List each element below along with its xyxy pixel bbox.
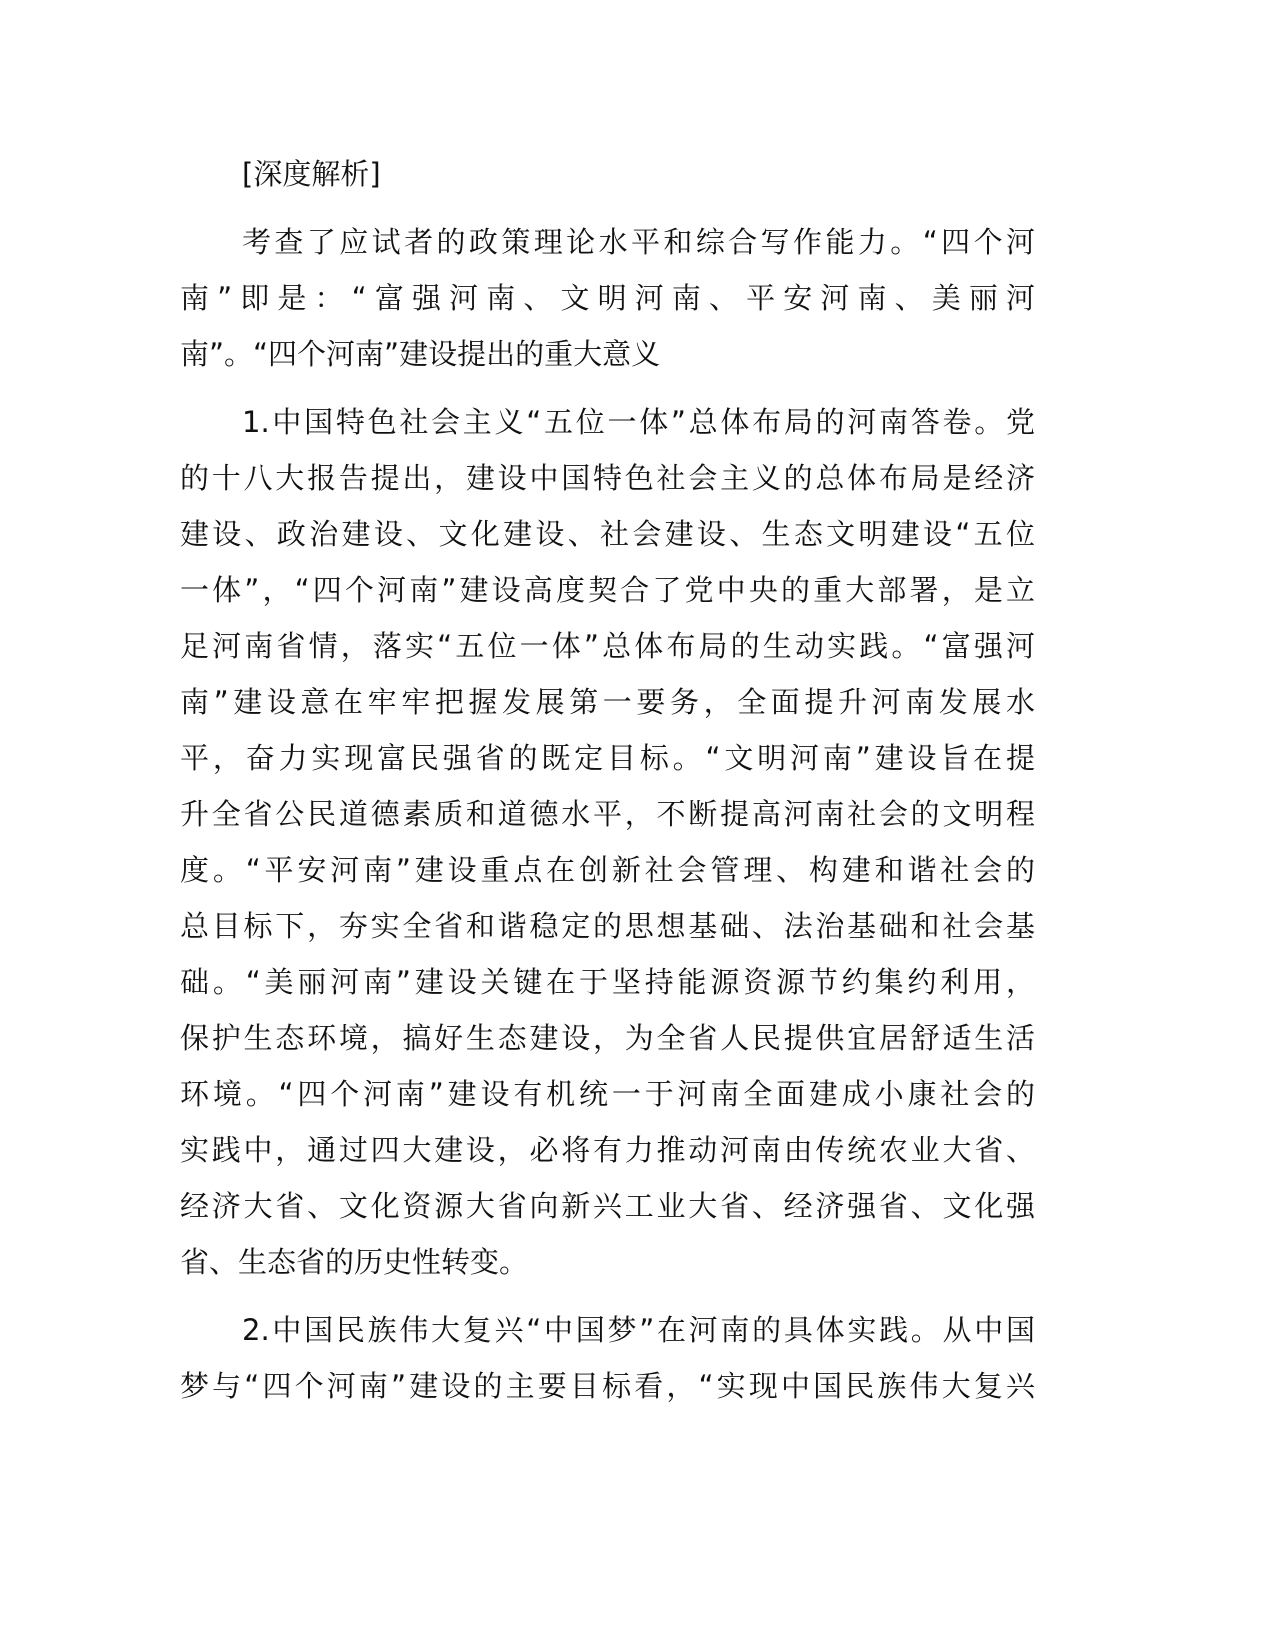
paragraph-line: 南”建设意在牢牢把握发展第一要务，全面提升河南发展水 <box>180 685 1035 719</box>
paragraph-line: 梦与“四个河南”建设的主要目标看，“实现中国民族伟大复兴 <box>180 1369 1035 1403</box>
paragraph-line: 考查了应试者的政策理论水平和综合写作能力。“四个河 <box>242 225 1035 259</box>
paragraph-line: 度。“平安河南”建设重点在创新社会管理、构建和谐社会的 <box>180 853 1035 887</box>
paragraph-line: 保护生态环境，搞好生态建设，为全省人民提供宜居舒适生活 <box>180 1021 1035 1055</box>
paragraph-line: 省、生态省的历史性转变。 <box>180 1245 529 1279</box>
paragraph-3 <box>180 1302 1035 1414</box>
section-heading: [深度解析] <box>242 157 381 191</box>
document-page <box>180 146 1035 1426</box>
paragraph-line: 南”即是：“富强河南、文明河南、平安河南、美丽河 <box>180 281 1035 315</box>
paragraph-line: 总目标下，夯实全省和谐稳定的思想基础、法治基础和社会基 <box>180 909 1035 943</box>
paragraph-line: 升全省公民道德素质和道德水平，不断提高河南社会的文明程 <box>180 797 1035 831</box>
paragraph-line: 经济大省、文化资源大省向新兴工业大省、经济强省、文化强 <box>180 1189 1035 1223</box>
paragraph-line: 足河南省情，落实“五位一体”总体布局的生动实践。“富强河 <box>180 629 1035 663</box>
paragraph-line: 础。“美丽河南”建设关键在于坚持能源资源节约集约利用， <box>180 965 1035 999</box>
paragraph-line: 南”。“四个河南”建设提出的重大意义 <box>180 337 661 371</box>
paragraph-line: 1.中国特色社会主义“五位一体”总体布局的河南答卷。党 <box>242 405 1035 439</box>
paragraph-line: 建设、政治建设、文化建设、社会建设、生态文明建设“五位 <box>180 517 1035 551</box>
paragraph-2 <box>180 394 1035 1290</box>
paragraph-line: 的十八大报告提出，建设中国特色社会主义的总体布局是经济 <box>180 461 1035 495</box>
paragraph-line: 环境。“四个河南”建设有机统一于河南全面建成小康社会的 <box>180 1077 1035 1111</box>
paragraph-line: 一体”，“四个河南”建设高度契合了党中央的重大部署，是立 <box>180 573 1035 607</box>
paragraph-1 <box>180 214 1035 382</box>
paragraph-line: 实践中，通过四大建设，必将有力推动河南由传统农业大省、 <box>180 1133 1035 1167</box>
paragraph-line: 2.中国民族伟大复兴“中国梦”在河南的具体实践。从中国 <box>242 1313 1035 1347</box>
paragraph-line: 平，奋力实现富民强省的既定目标。“文明河南”建设旨在提 <box>180 741 1035 775</box>
